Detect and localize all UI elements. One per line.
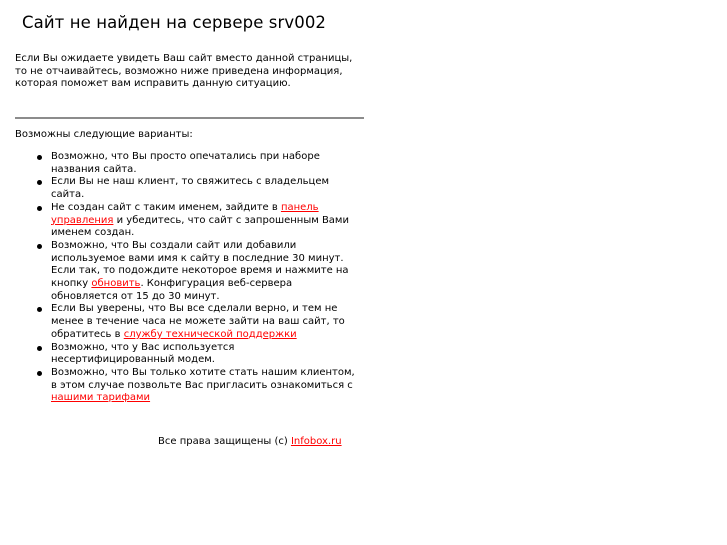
list-item-text: Если Вы не наш клиент, то свяжитесь с владельцем сайта. bbox=[51, 176, 330, 201]
list-item-text: Возможно, что Вы только хотите стать нашим клиентом, в этом случае позвольте Вас пригласить ознакомиться с bbox=[51, 366, 355, 391]
divider bbox=[15, 117, 364, 119]
page-title: Сайт не найден на сервере srv002 bbox=[22, 13, 327, 32]
list-item-text: . Конфигурация веб-сервера обновляется от 15 до 30 минут. bbox=[51, 278, 293, 302]
list-item bbox=[37, 240, 357, 304]
bullet-icon bbox=[37, 180, 42, 185]
bullet-icon bbox=[37, 155, 42, 160]
support-link[interactable]: службу технической поддержки bbox=[123, 328, 297, 340]
bullet-icon bbox=[37, 346, 42, 351]
bullet-icon bbox=[37, 307, 42, 312]
list-item bbox=[37, 367, 357, 405]
intro-text: Если Вы ожидаете увидеть Ваш сайт вместо данной страницы, то не отчаивайтесь, возможно ниже приведена информация, которая поможет вам исправить данную ситуацию. bbox=[15, 53, 353, 90]
list-item bbox=[37, 202, 357, 240]
refresh-link[interactable]: обновить bbox=[91, 278, 141, 290]
variants-heading: Возможны следующие варианты: bbox=[15, 129, 193, 140]
list-item-text: Возможно, что Вы просто опечатались при наборе названия сайта. bbox=[51, 151, 320, 175]
bullet-icon bbox=[37, 244, 42, 249]
list-item bbox=[37, 303, 357, 341]
footer bbox=[158, 436, 342, 447]
list-item-text: Возможно, что Вы создали сайт или добавили используемое вами имя к сайту в последние 30 минут. Если так, то подождите некоторое время и нажмите на кнопку bbox=[51, 239, 349, 290]
list-item bbox=[37, 342, 357, 367]
bullet-icon bbox=[37, 206, 42, 211]
list-item-text: Если Вы уверены, что Вы все сделали верно, и тем не менее в течение часа не можете зайти на ваш сайт, то обратитесь в bbox=[51, 303, 345, 340]
control-panel-link[interactable]: панель управления bbox=[51, 201, 319, 226]
variants-list bbox=[37, 151, 357, 405]
list-item bbox=[37, 176, 357, 201]
tariffs-link[interactable]: нашими тарифами bbox=[51, 392, 151, 404]
infobox-link[interactable]: Infobox.ru bbox=[290, 436, 342, 447]
list-item-text: и убедитесь, что сайт с запрошенным Вами именем создан. bbox=[51, 214, 349, 239]
bullet-icon bbox=[37, 371, 42, 376]
list-item bbox=[37, 151, 357, 176]
copyright-text: Все права защищены (c) bbox=[158, 436, 291, 447]
list-item-text: Не создан сайт с таким именем, зайдите в bbox=[51, 201, 281, 213]
list-item-text: Возможно, что у Вас используется несертифицированный модем. bbox=[51, 341, 235, 366]
